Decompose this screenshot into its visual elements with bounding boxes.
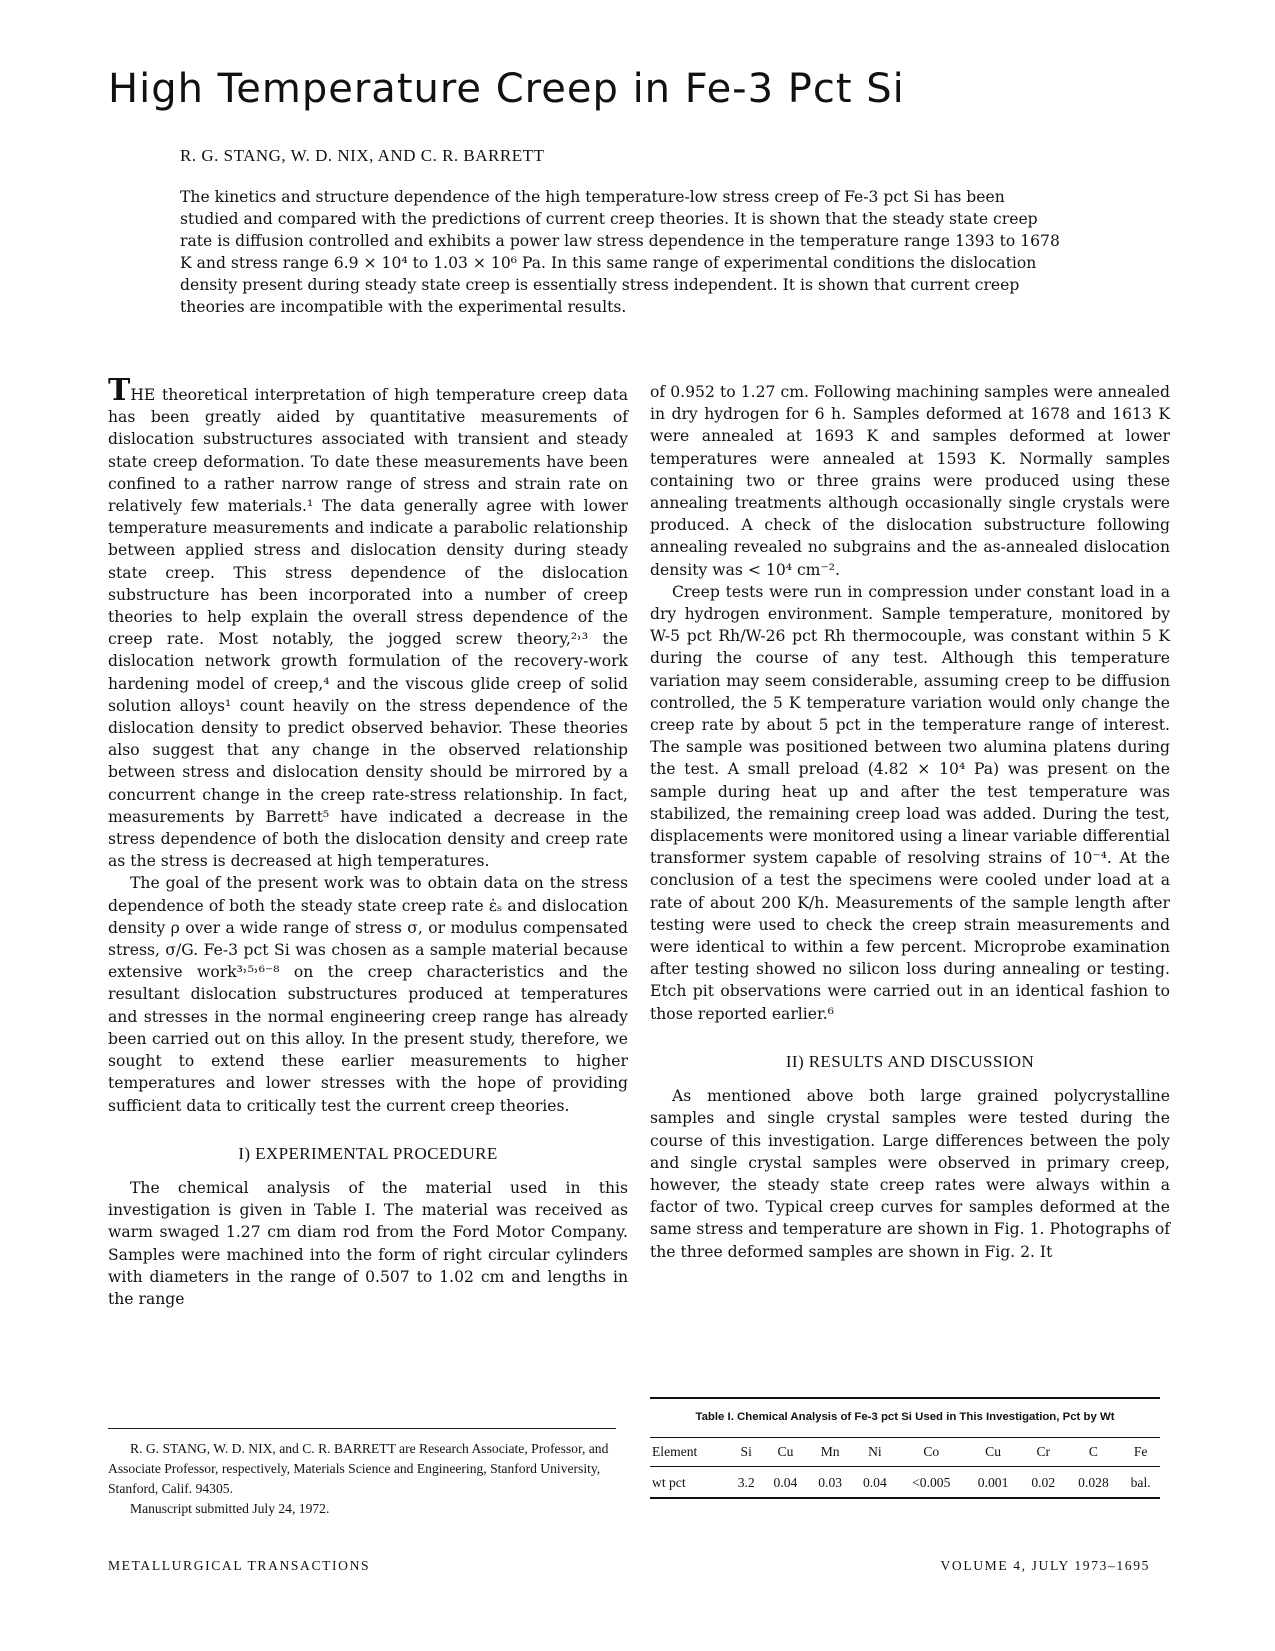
table-header-row xyxy=(650,1438,1160,1467)
table-1 xyxy=(650,1397,1160,1499)
table-header-cell: Cu xyxy=(965,1438,1021,1467)
paper-title: High Temperature Creep in Fe-3 Pct Si xyxy=(108,66,905,112)
section-heading-results: II) RESULTS AND DISCUSSION xyxy=(785,1051,1035,1071)
table-cell: 0.02 xyxy=(1021,1467,1066,1499)
footnote-submitted: Manuscript submitted July 24, 1972. xyxy=(130,1501,330,1516)
table-cell: 3.2 xyxy=(729,1467,763,1499)
table-cell: 0.001 xyxy=(965,1467,1021,1499)
table-header-cell: Cu xyxy=(763,1438,808,1467)
volume-page-footer: VOLUME 4, JULY 1973–1695 xyxy=(940,1558,1150,1573)
results-paragraph-1: As mentioned above both large grained polycrystalline samples and single crystal samples were tested during the course of this investigation. Large differences between the poly and single crystal samples were observed in primary creep, however, the steady state creep rates were always within a factor of two. Typical creep curves for samples deformed at the same stress and temperature are shown in Fig. 1. Photographs of the three deformed samples are shown in Fig. 2. It xyxy=(650,1087,1170,1261)
table-caption: Table I. Chemical Analysis of Fe-3 pct Si Used in This Investigation, Pct by Wt xyxy=(650,1397,1160,1437)
drop-cap: T xyxy=(108,373,131,408)
right-column xyxy=(650,381,1170,1263)
table-cell: bal. xyxy=(1121,1467,1160,1499)
table-cell: wt pct xyxy=(650,1467,729,1499)
intro-paragraph-1-text: theoretical interpretation of high temperature creep data has been greatly aided by quantitative measurements of dislocation substructures associated with transient and steady state creep deformation. To date these measurements have been confined to a rather narrow range of stress and strain rate on relatively few materials.¹ The data generally agree with lower temperature measurements and indicate a parabolic relationship between applied stress and dislocation density during steady state creep. This stress dependence of the dislocation substructure has been incorporated into a number of creep theories to help explain the overall stress dependence of the creep rate. Most notably, the jogged screw theory,²˒³ the dislocation network growth formulation of the recovery-work hardening model of creep,⁴ and the viscous glide creep of solid solution alloys¹ count heavily on the stress dependence of the dislocation density to predict observed behavior. These theories also suggest that any change in the observed relationship between stress and dislocation density should be mirrored by a concurrent change in the creep rate-stress relationship. In fact, measurements by Barrett⁵ have indicated a decrease in the stress dependence of both the dislocation density and creep rate as the stress is decreased at high temperatures. xyxy=(108,386,628,871)
table-header-cell: Fe xyxy=(1121,1438,1160,1467)
table-header-cell: Si xyxy=(729,1438,763,1467)
left-column xyxy=(108,373,628,1310)
table-header-cell: Mn xyxy=(808,1438,853,1467)
table-row xyxy=(650,1467,1160,1499)
intro-lead-word: HE xyxy=(130,386,156,404)
experimental-paragraph-1-continued: of 0.952 to 1.27 cm. Following machining samples were annealed in dry hydrogen for 6 h. Samples deformed at 1678 and 1613 K were annealed at 1693 K and samples deformed at lower temperatures were annealed at 1593 K. Normally samples containing two or three grains were produced using these annealing treatments although occasionally single crystals were produced. A check of the dislocation substructure following annealing revealed no subgrains and the as-annealed dislocation density was < 10⁴ cm⁻². xyxy=(650,383,1170,579)
footnote-affiliation: R. G. STANG, W. D. NIX, and C. R. BARRETT are Research Associate, Professor, and Associate Professor, respectively, Materials Science and Engineering, Stanford University, Stanford, Calif. 94305. xyxy=(108,1441,609,1496)
table-cell: 0.04 xyxy=(763,1467,808,1499)
table-header-cell: Ni xyxy=(853,1438,898,1467)
author-line: R. G. STANG, W. D. NIX, AND C. R. BARRETT xyxy=(180,146,545,165)
journal-name-footer: METALLURGICAL TRANSACTIONS xyxy=(108,1558,371,1573)
table-header-cell: Cr xyxy=(1021,1438,1066,1467)
intro-paragraph-2: The goal of the present work was to obtain data on the stress dependence of both the steady state creep rate ε̇ₛ and dislocation density ρ over a wide range of stress σ, or modulus compensated stress, σ/G. Fe-3 pct Si was chosen as a sample material because extensive work³˒⁵˒⁶⁻⁸ on the creep characteristics and the resultant dislocation substructures produced at temperatures and stresses in the normal engineering creep range has already been carried out on this alloy. In the present study, therefore, we sought to extend these earlier measurements to higher temperatures and lower stresses with the hope of providing sufficient data to critically test the current creep theories. xyxy=(108,874,628,1115)
chemical-analysis-table xyxy=(650,1437,1160,1499)
table-cell: <0.005 xyxy=(897,1467,965,1499)
table-cell: 0.03 xyxy=(808,1467,853,1499)
table-cell: 0.04 xyxy=(853,1467,898,1499)
abstract: The kinetics and structure dependence of the high temperature-low stress creep of Fe-3 pct Si has been studied and compared with the predictions of current creep theories. It is shown that the steady state creep rate is diffusion controlled and exhibits a power law stress dependence in the temperature range 1393 to 1678 K and stress range 6.9 × 10⁴ to 1.03 × 10⁶ Pa. In this same range of experimental conditions the dislocation density present during steady state creep is essentially stress independent. It is shown that current creep theories are incompatible with the experimental results. xyxy=(180,188,1060,316)
table-header-cell: C xyxy=(1066,1438,1122,1467)
table-cell: 0.028 xyxy=(1066,1467,1122,1499)
table-header-cell: Element xyxy=(650,1438,729,1467)
intro-paragraph-1 xyxy=(108,373,628,872)
table-header-cell: Co xyxy=(897,1438,965,1467)
experimental-paragraph-1: The chemical analysis of the material used in this investigation is given in Table I. The material was received as warm swaged 1.27 cm diam rod from the Ford Motor Company. Samples were machined into the form of right circular cylinders with diameters in the range of 0.507 to 1.02 cm and lengths in the range xyxy=(108,1178,628,1308)
experimental-paragraph-2: Creep tests were run in compression under constant load in a dry hydrogen environment. Sample temperature, monitored by W-5 pct Rh/W-26 pct Rh thermocouple, was constant within 5 K during the course of any test. Although this temperature variation may seem considerable, assuming creep to be diffusion controlled, the 5 K temperature variation would only change the creep rate by about 5 pct in the temperature range of interest. The sample was positioned between two alumina platens during the test. A small preload (4.82 × 10⁴ Pa) was present on the sample during heat up and after the test temperature was stabilized, the remaining creep load was added. During the test, displacements were monitored using a linear variable differential transformer system capable of resolving strains of 10⁻⁴. At the conclusion of a test the specimens were cooled under load at a rate of about 200 K/h. Measurements of the sample length after testing were used to check the creep strain measurements and were identical to within a few percent. Microprobe examination after testing showed no silicon loss during annealing or testing. Etch pit observations were carried out in an identical fashion to those reported earlier.⁶ xyxy=(650,582,1170,1023)
section-heading-experimental: I) EXPERIMENTAL PROCEDURE xyxy=(238,1143,498,1163)
author-footnote xyxy=(108,1428,616,1519)
